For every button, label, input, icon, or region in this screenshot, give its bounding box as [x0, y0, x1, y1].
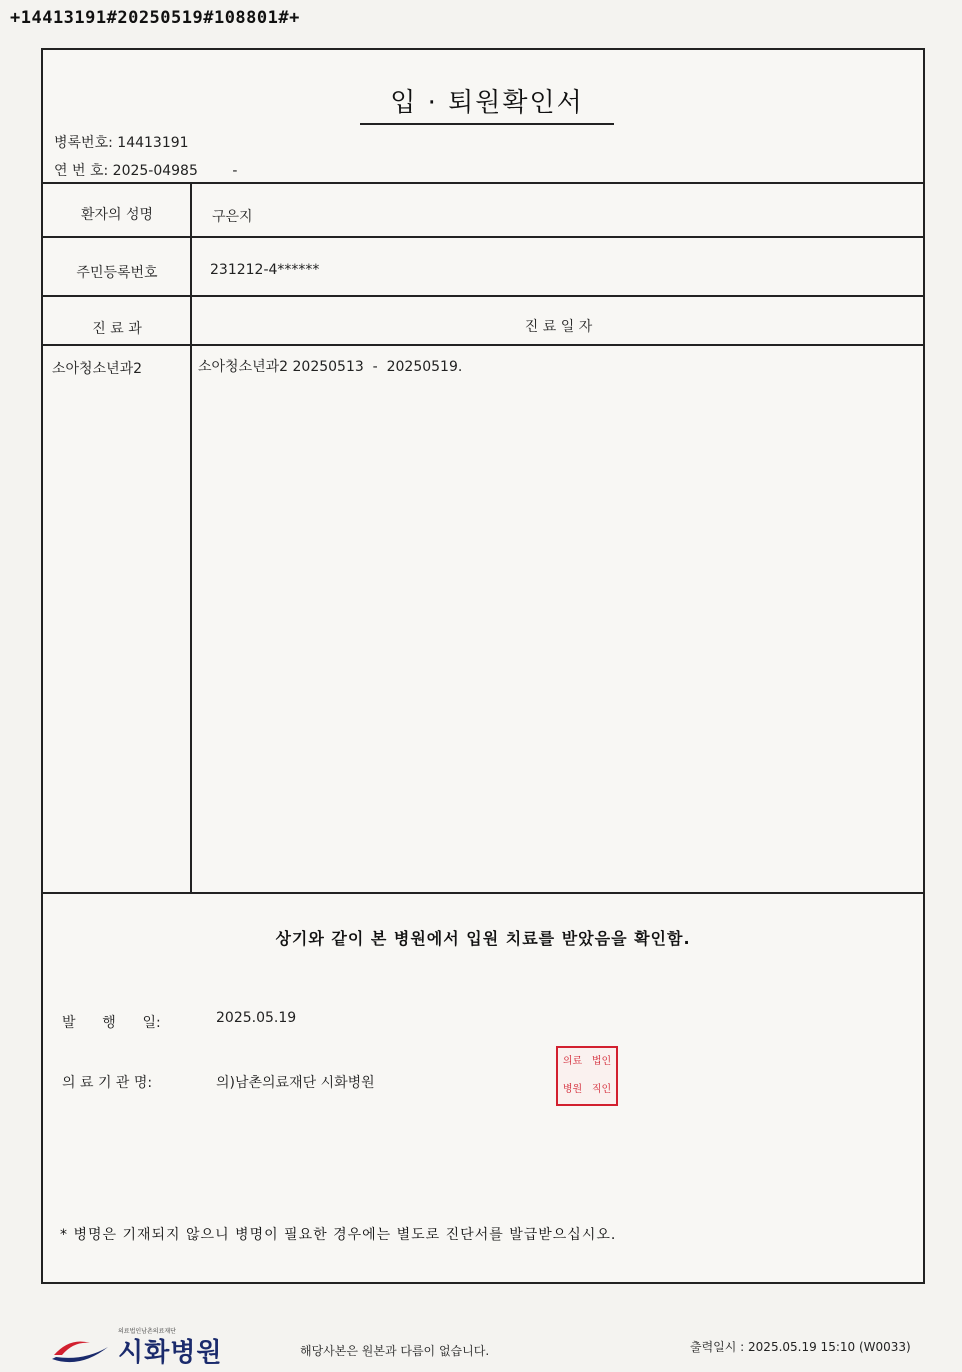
table-line	[41, 295, 925, 297]
treatment-date-header: 진 료 일 자	[524, 319, 593, 335]
print-timestamp: 출력일시 : 2025.05.19 15:10 (W0033)	[690, 1340, 911, 1354]
table-line	[41, 182, 925, 184]
department-value: 소아청소년과2	[52, 361, 143, 377]
serial-number-suffix: -	[232, 163, 238, 179]
hospital-logo-icon	[50, 1335, 110, 1367]
institution-value: 의)남촌의료재단 시화병원	[216, 1075, 375, 1091]
table-line	[41, 344, 925, 346]
serial-number-line	[54, 160, 237, 180]
issue-date-label: 발 행 일:	[62, 1015, 161, 1031]
patient-name-label: 환자의 성명	[80, 207, 154, 223]
chart-number-line	[54, 132, 189, 152]
confirmation-text: 상기와 같이 본 병원에서 입원 치료를 받았음을 확인함.	[275, 929, 691, 948]
rrn-value: 231212-4******	[210, 262, 320, 278]
serial-number-label: 연 번 호:	[54, 163, 109, 179]
document-frame	[41, 48, 925, 1284]
hospital-logo	[50, 1328, 223, 1369]
patient-name-value: 구은지	[212, 209, 253, 225]
disease-name-note: * 병명은 기재되지 않으니 병명이 필요한 경우에는 별도로 진단서를 발급받으십시오.	[60, 1227, 617, 1243]
treatment-date-value: 소아청소년과2 20250513 - 20250519.	[198, 359, 463, 375]
seal-char: 병원	[562, 1084, 583, 1095]
chart-number-value: 14413191	[117, 135, 189, 151]
serial-number-value: 2025-04985	[112, 163, 198, 179]
table-line	[41, 236, 925, 238]
hospital-logo-subtitle: 의료법인남촌의료재단	[118, 1328, 176, 1335]
institution-label: 의 료 기 관 명:	[62, 1075, 153, 1091]
barcode-text: +14413191#20250519#108801#+	[10, 8, 300, 28]
table-line	[190, 182, 192, 894]
official-seal-stamp	[556, 1046, 618, 1106]
seal-char: 직인	[591, 1084, 612, 1095]
chart-number-label: 병록번호:	[54, 135, 113, 151]
issue-date-value: 2025.05.19	[216, 1010, 297, 1026]
department-header: 진 료 과	[92, 321, 142, 337]
hospital-logo-name: 시화병원	[118, 1338, 223, 1368]
rrn-label: 주민등록번호	[76, 265, 158, 281]
seal-char: 법인	[591, 1056, 612, 1067]
seal-char: 의료	[562, 1056, 583, 1067]
copy-notice: 해당사본은 원본과 다름이 없습니다.	[300, 1344, 490, 1358]
table-line	[41, 892, 925, 894]
document-title: 입 · 퇴원확인서	[360, 82, 614, 125]
